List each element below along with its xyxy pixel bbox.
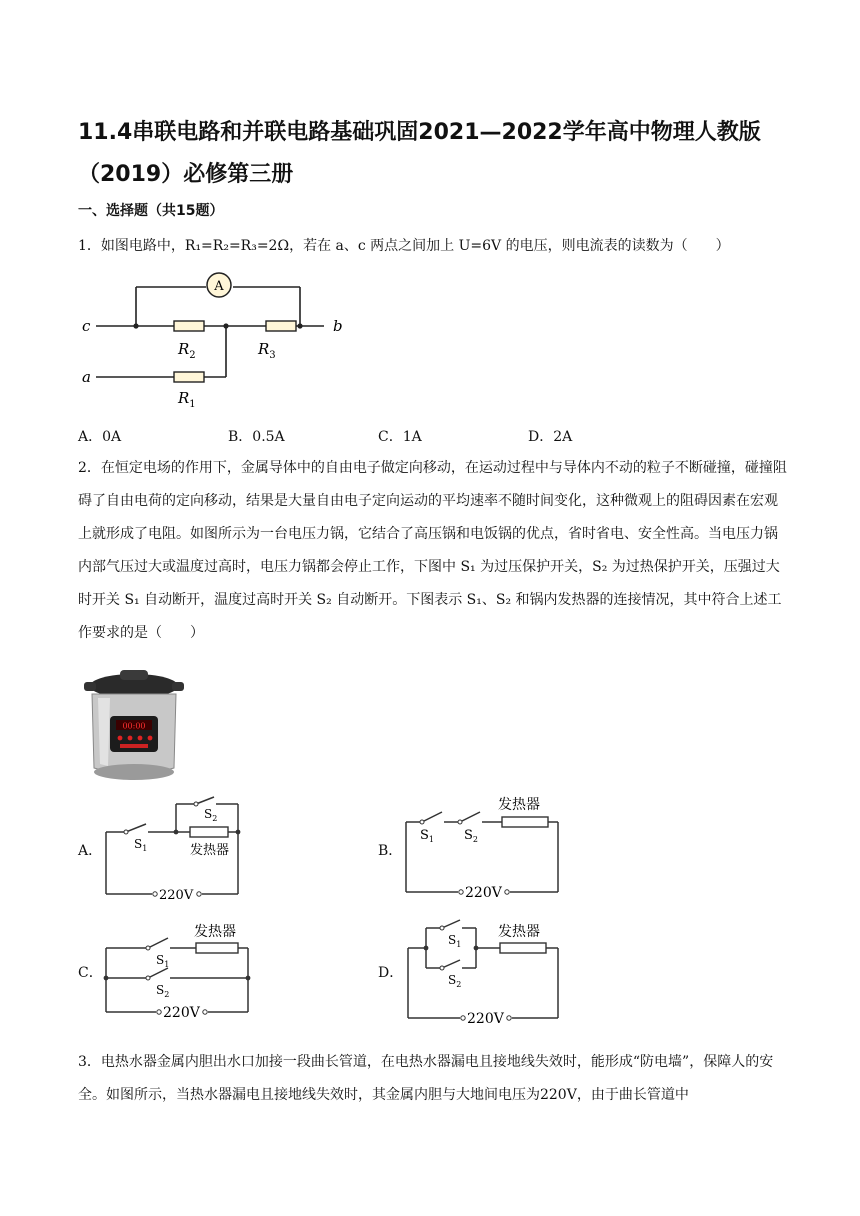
q2-option-b[interactable]: B．: [378, 843, 403, 859]
circuit-option-b: [402, 794, 566, 906]
circuit-option-c: [100, 920, 260, 1024]
resistor-r3: [266, 321, 296, 331]
c-s1-label: $S_1$: [156, 953, 170, 969]
circuit-option-a: [100, 796, 250, 906]
q1-option-c[interactable]: C．1A: [378, 429, 422, 445]
question-3-text: 3．电热水器金属内胆出水口加接一段曲长管道，在电热水器漏电且接地线失效时，能形成“防电墙”，保障人的安全。如图所示，当热水器漏电且接地线失效时，其金属内胆与大地间电压为220V，由于曲长管道中: [78, 1054, 774, 1103]
circuit-diagram-q1: [78, 264, 358, 412]
node-c-label: c: [82, 317, 91, 335]
circuit-option-d: [402, 914, 568, 1028]
d-voltage-label: 220V: [467, 1011, 504, 1027]
d-s2-label: $S_2$: [448, 973, 462, 989]
page-title: 11.4串联电路和并联电路基础巩固2021—2022学年高中物理人教版（2019）必修第三册: [78, 120, 761, 187]
pressure-cooker-photo: [80, 668, 188, 786]
q2-option-c[interactable]: C．: [78, 965, 103, 981]
r2-label: $R_2$: [178, 340, 196, 361]
b-voltage-label: 220V: [465, 885, 502, 901]
c-voltage-label: 220V: [163, 1005, 200, 1021]
a-s2-label: $S_2$: [204, 807, 218, 823]
c-s2-label: $S_2$: [156, 983, 170, 999]
node-a-label: a: [82, 368, 91, 386]
cooker-display: 00:00: [122, 721, 146, 731]
c-heater-label: 发热器: [194, 924, 236, 940]
resistor-r2: [174, 321, 204, 331]
a-s1-label: $S_1$: [134, 837, 148, 853]
d-s1-label: $S_1$: [448, 933, 462, 949]
b-heater-label: 发热器: [498, 797, 540, 813]
ammeter-label: A: [214, 279, 224, 294]
node-b-label: b: [333, 317, 343, 335]
resistor-r1: [174, 372, 204, 382]
question-2-text: 2．在恒定电场的作用下，金属导体中的自由电子做定向移动，在运动过程中与导体内不动的粒子不断碰撞，碰撞阻碍了自由电荷的定向移动，结果是大量自由电子定向运动的平均速率不随时间变化，这种微观上的阻碍因素在宏观上就形成了电阻。如图所示为一台电压力锅，它结合了高压锅和电饭锅的优点，省时省电、安全性高。当电压力锅内部气压过大或温度过高时，电压力锅都会停止工作，下图中 S₁ 为过压保护开关，S₂ 为过热保护开关，压强过大时开关 S₁ 自动断开，温度过高时开关 S₂ 自动断开。下图表示 S₁、S₂ 和锅内发热器的连接情况，其中符合上述工作要求的是（ ）: [78, 460, 787, 641]
r3-label: $R_3$: [258, 340, 276, 361]
b-s1-label: $S_1$: [420, 828, 434, 844]
q2-option-a[interactable]: A．: [78, 843, 103, 859]
q2-option-d[interactable]: D．: [378, 965, 404, 981]
b-s2-label: $S_2$: [464, 828, 478, 844]
a-heater-label: 发热器: [190, 843, 230, 858]
section-heading: 一、选择题（共15题）: [78, 203, 224, 219]
question-1-text: 1．如图电路中，R₁=R₂=R₃=2Ω，若在 a、c 两点之间加上 U=6V 的电压，则电流表的读数为（ ）: [78, 238, 730, 254]
a-voltage-label: 220V: [159, 888, 194, 903]
q1-option-d[interactable]: D．2A: [528, 429, 573, 445]
d-heater-label: 发热器: [498, 924, 540, 940]
r1-label: $R_1$: [178, 389, 196, 410]
q1-option-b[interactable]: B．0.5A: [228, 429, 285, 445]
q1-option-a[interactable]: A．0A: [78, 429, 122, 445]
